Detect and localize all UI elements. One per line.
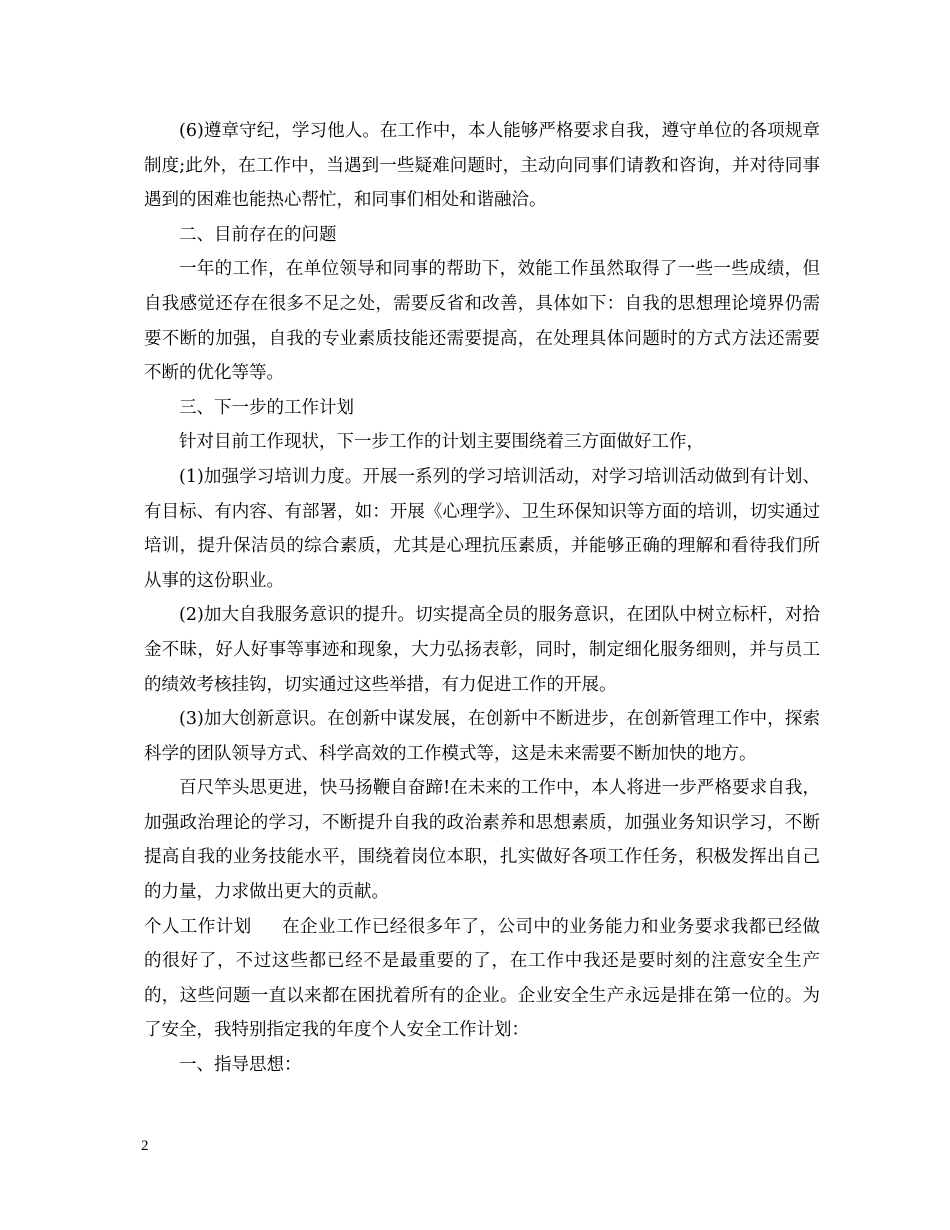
paragraph-problems: 一年的工作，在单位领导和同事的帮助下，效能工作虽然取得了一些一些成绩，但自我感觉还存在很多不足之处，需要反省和改善，具体如下：自我的思想理论境界仍需要不断的加强，自我的专业素质技能还需要提高，在处理具体问题时的方式方法还需要不断的优化等等。 <box>144 259 820 384</box>
document-body <box>144 114 820 1083</box>
paragraph-plan-item-1: (1)加强学习培训力度。开展一系列的学习培训活动，对学习培训活动做到有计划、有目标、有内容、有部署，如：开展《心理学》、卫生环保知识等方面的培训，切实通过培训，提升保洁员的综合素质，尤其是心理抗压素质，并能够正确的理解和看待我们所从事的这份职业。 <box>144 466 820 591</box>
heading-guiding-thought: 一、指导思想： <box>179 1055 302 1076</box>
paragraph-plan-item-2: (2)加大自我服务意识的提升。切实提高全员的服务意识，在团队中树立标杆，对拾金不昧，好人好事等事迹和现象，大力弘扬表彰，同时，制定细化服务细则，并与员工的绩效考核挂钩，切实通过这些举措，有力促进工作的开展。 <box>144 605 820 695</box>
heading-next-plan: 三、下一步的工作计划 <box>179 397 354 418</box>
section-body: 在企业工作已经很多年了，公司中的业务能力和业务要求我都已经做的很好了，不过这些都已经不是最重要的了，在工作中我还是要时刻的注意安全生产的，这些问题一直以来都在困扰着所有的企业。企业安全生产永远是排在第一位的。为了安全，我特别指定我的年度个人安全工作计划： <box>144 916 821 1041</box>
heading-existing-problems: 二、目前存在的问题 <box>179 224 337 245</box>
paragraph-personal-plan <box>144 910 820 1048</box>
paragraph-closing: 百尺竿头思更进，快马扬鞭自奋蹄!在未来的工作中，本人将进一步严格要求自我，加强政治理论的学习，不断提升自我的政治素养和思想素质，加强业务知识学习，不断提高自我的业务技能水平，围绕着岗位本职，扎实做好各项工作任务，积极发挥出自己的力量，力求做出更大的贡献。 <box>144 778 820 903</box>
paragraph-plan-item-3: (3)加大创新意识。在创新中谋发展，在创新中不断进步，在创新管理工作中，探索科学的团队领导方式、科学高效的工作模式等，这是未来需要不断加快的地方。 <box>144 709 820 764</box>
section-title: 个人工作计划 <box>144 916 252 937</box>
paragraph-plan-intro: 针对目前工作现状，下一步工作的计划主要围绕着三方面做好工作， <box>179 432 704 453</box>
page-number: 2 <box>141 1138 149 1154</box>
paragraph-discipline: (6)遵章守纪，学习他人。在工作中，本人能够严格要求自我，遵守单位的各项规章制度;此外，在工作中，当遇到一些疑难问题时，主动向同事们请教和咨询，并对待同事遇到的困难也能热心帮忙，和同事们相处和谐融洽。 <box>144 121 820 211</box>
